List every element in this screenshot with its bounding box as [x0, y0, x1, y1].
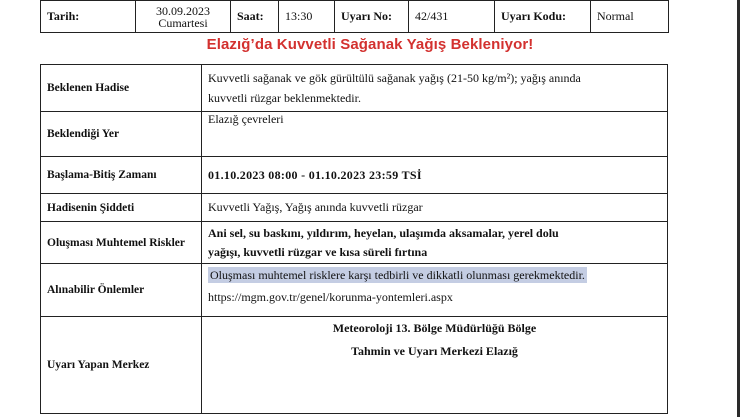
row-label-precautions: Alınabilir Önlemler — [41, 264, 202, 317]
value-line: yağışı, kuvvetli rüzgar ve kısa süreli fırtına — [208, 244, 428, 259]
row-label-risks: Oluşması Muhtemel Riskler — [41, 222, 202, 264]
row-value-risks — [202, 222, 668, 264]
warning-details-table — [40, 64, 668, 414]
table-row — [41, 317, 668, 414]
time-value: 13:30 — [279, 1, 335, 33]
date-value — [136, 1, 231, 33]
warning-title: Elazığ’da Kuvvetli Sağanak Yağış Bekleniyor! — [206, 36, 534, 53]
table-row — [41, 157, 668, 194]
row-value-precautions — [202, 264, 668, 317]
date-label: Tarih: — [41, 1, 136, 33]
date-number: 30.09.2023 — [156, 3, 210, 18]
table-row — [41, 65, 668, 112]
row-value-time-range: 01.10.2023 08:00 - 01.10.2023 23:59 TSİ — [202, 157, 668, 194]
row-label-issuing-center: Uyarı Yapan Merkez — [41, 317, 202, 414]
table-row — [41, 222, 668, 264]
warning-code-value: Normal — [591, 1, 669, 33]
highlighted-text: Oluşması muhtemel risklere karşı tedbirli ve dikkatli olunması gerekmektedir. — [210, 268, 585, 282]
table-row — [41, 194, 668, 222]
row-label-severity: Hadisenin Şiddeti — [41, 194, 202, 222]
warning-code-label: Uyarı Kodu: — [495, 1, 591, 33]
row-value-expected-event — [202, 65, 668, 112]
precautions-link[interactable]: https://mgm.gov.tr/genel/korunma-yontemleri.aspx — [208, 290, 453, 304]
row-value-severity: Kuvvetli Yağış, Yağış anında kuvvetli rüzgar — [202, 194, 668, 222]
row-label-expected-event: Beklenen Hadise — [41, 65, 202, 112]
row-label-location: Beklendiği Yer — [41, 112, 202, 157]
table-row — [41, 112, 668, 157]
row-label-time-range: Başlama-Bitiş Zamanı — [41, 157, 202, 194]
time-label: Saat: — [231, 1, 279, 33]
value-line: Ani sel, su baskını, yıldırım, heyelan, ulaşımda aksamalar, yerel dolu — [208, 225, 559, 240]
row-value-issuing-center — [202, 317, 668, 414]
value-line: Meteoroloji 13. Bölge Müdürlüğü Bölge — [332, 321, 537, 335]
date-day: Cumartesi — [158, 15, 208, 30]
value-line: kuvvetli rüzgar beklenmektedir. — [208, 91, 361, 105]
warning-no-label: Uyarı No: — [335, 1, 409, 33]
header-info-table — [40, 0, 669, 33]
warning-no-value: 42/431 — [409, 1, 495, 33]
value-line: Kuvvetli sağanak ve gök gürültülü sağanak yağış (21-50 kg/m²); yağış anında — [208, 71, 581, 85]
value-line: Tahmin ve Uyarı Merkezi Elazığ — [351, 344, 518, 358]
row-value-location: Elazığ çevreleri — [202, 112, 668, 157]
table-row — [41, 264, 668, 317]
